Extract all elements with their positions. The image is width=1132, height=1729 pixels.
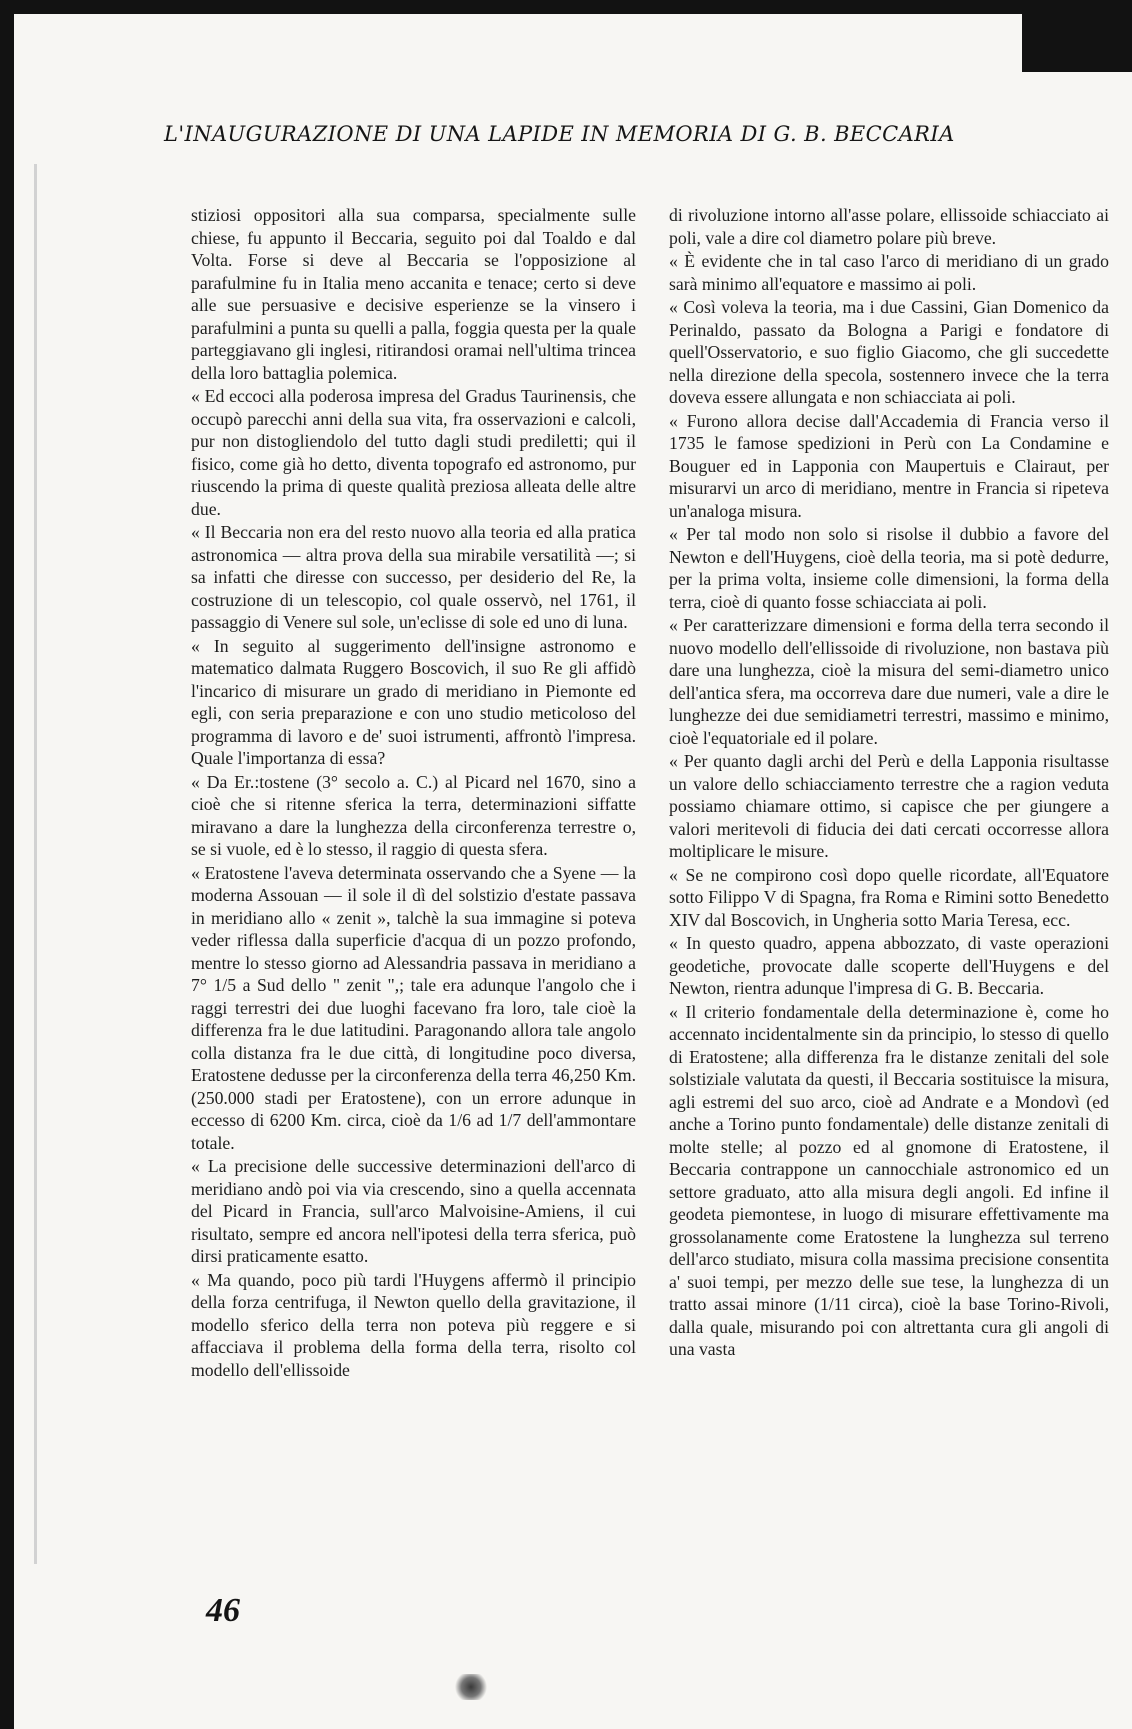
book-page <box>14 14 1132 1729</box>
paragraph: « Ma quando, poco più tardi l'Huygens affermò il principio della forza centrifuga, il Newton quello della gravitazione, il modello sferico della terra non poteva più reggere e si affacciava il problema della forma della terra, risolto col modello dell'ellissoide <box>191 1269 636 1380</box>
paragraph: « Se ne compirono così dopo quelle ricordate, all'Equatore sotto Filippo V di Spagna, fra Roma e Rimini sotto Benedetto XIV dal Boscovich, in Ungheria sotto Maria Teresa, ecc. <box>669 864 1109 930</box>
text-column-left <box>191 204 636 1382</box>
paragraph: di rivoluzione intorno all'asse polare, ellissoide schiacciato ai poli, vale a dire col diametro polare più breve. <box>669 205 1109 248</box>
paragraph: « Da Er.:tostene (3° secolo a. C.) al Picard nel 1670, sino a cioè che si ritenne sferica la terra, determinazioni siffatte miravano a dare la lunghezza della circonferenza terrestre o, se si vuole, ed è lo stesso, il raggio di questa sfera. <box>191 771 636 859</box>
paragraph: « È evidente che in tal caso l'arco di meridiano di un grado sarà minimo all'equatore e massimo ai poli. <box>669 251 1109 294</box>
paragraph: « Per tal modo non solo si risolse il dubbio a favore del Newton e dell'Huygens, cioè della teoria, ma si potè dedurre, per la prima volta, insieme colle dimensioni, la forma della terra, cioè di quanto fosse schiacciata ai poli. <box>669 524 1109 612</box>
paragraph: « Così voleva la teoria, ma i due Cassini, Gian Domenico da Perinaldo, passato da Bologna a Parigi e fondatore di quell'Osservatorio, e suo figlio Giacomo, che gli succedette nella direzione della specola, sostennero invece che la terra doveva essere allungata e non schiacciata ai poli. <box>669 297 1109 407</box>
paragraph: « Il criterio fondamentale della determinazione è, come ho accennato incidentalmente sin da principio, lo stesso di quello di Eratostene; alla differenza fra le distanze zenitali del sole solstiziale valutata da questi, il Beccaria sostituisce la misura, agli estremi del suo arco, cioè ad Andrate e a Mondovì (ed anche a Torino punto fondamentale) delle distanze zenitali di molte stelle; al pozzo ed al gnomone di Eratostene, il Beccaria contrappone un cannocchiale astronomico ed un settore graduato, atto alla misura degli angoli. Ed infine il geodeta piemontese, in luogo di misurare effettivamente ma grossolanamente come Eratostene la lunghezza sul terreno dell'arco studiato, misura colla massima precisione consentita a' suoi tempi, per mezzo delle sue tese, la lunghezza di un tratto assai minore (1/11 circa), cioè la base Torino-Rivoli, dalla quale, misurando poi con altrettanta cura gli angoli di una vasta <box>669 1001 1109 1359</box>
running-header: L'INAUGURAZIONE DI UNA LAPIDE IN MEMORIA DI G. B. BECCARIA <box>164 122 955 146</box>
paragraph: « Furono allora decise dall'Accademia di Francia verso il 1735 le famose spedizioni in Perù con La Condamine e Bouguer ed in Lapponia con Maupertuis e Clairaut, per misurarvi un arco di meridiano, mentre in Francia si ripeteva un'analoga misura. <box>669 410 1109 521</box>
paragraph: « In questo quadro, appena abbozzato, di vaste operazioni geodetiche, provocate dalle scoperte dell'Huygens e del Newton, rientra adunque l'impresa di G. B. Beccaria. <box>669 933 1109 998</box>
text-column-right <box>669 204 1109 1362</box>
scan-border-notch <box>1022 14 1132 72</box>
paragraph: « Per quanto dagli archi del Perù e della Lapponia risultasse un valore dello schiacciamento terrestre che a ragion veduta possiamo chiamare ottimo, si capisce che per giungere a valori meritevoli di fiducia dei dati cercati occorresse allora moltiplicare le misure. <box>669 751 1109 861</box>
paragraph: « Eratostene l'aveva determinata osservando che a Syene — la moderna Assouan — il sole il dì del solstizio d'estate passava in meridiano allo « zenit », talchè la sua immagine si poteva veder riflessa dalla superficie d'acqua di un pozzo profondo, mentre lo stesso giorno ad Alessandria passava in meridiano a 7° 1/5 a Sud dello " zenit ",; tale era adunque l'angolo che i raggi terrestri dei due luoghi facevano fra loro, tale cioè la differenza fra le due latitudini. Paragonando allora tale angolo colla distanza fra le due città, di longitudine poco diversa, Eratostene dedusse per la circonferenza della terra 46,250 Km. (250.000 stadi per Eratostene), con un errore adunque in eccesso di 6200 Km. circa, cioè da 1/6 ad 1/7 dell'ammontare totale. <box>191 862 636 1153</box>
paragraph: stiziosi oppositori alla sua comparsa, specialmente sulle chiese, fu appunto il Beccaria, seguito poi dal Toaldo e dal Volta. Forse si deve al Beccaria se l'opposizione al parafulmine fu in Italia meno accanita e tenace; certo si deve alle sue persuasive e decisive esperienze se la vinsero i parafulmini a punta su quelli a palla, foggia questa per la quale parteggiavano gli inglesi, ritirandosi oramai nell'ultima trincea della loro battaglia polemica. <box>191 205 636 383</box>
ink-smudge <box>454 1674 488 1700</box>
paragraph: « Ed eccoci alla poderosa impresa del Gradus Taurinensis, che occupò parecchi anni della sua vita, fra osservazioni e calcoli, pur non distogliendolo del tutto dagli studi prediletti; qui il fisico, come già ho detto, diventa topografo ed astronomo, pur riuscendo la prima di queste qualità preziosa alleata delle altre due. <box>191 386 636 519</box>
page-edge-shadow <box>34 164 37 1564</box>
scan-border-left <box>0 0 14 1729</box>
paragraph: « Il Beccaria non era del resto nuovo alla teoria ed alla pratica astronomica — altra prova della sua mirabile versatilità —; si sa infatti che diresse con successo, per desiderio del Re, la costruzione di un telescopio, col quale osservò, nel 1761, il passaggio di Venere sul sole, un'eclisse di sole ed uno di luna. <box>191 522 636 632</box>
paragraph: « La precisione delle successive determinazioni dell'arco di meridiano andò poi via via crescendo, sino a quella accennata del Picard in Francia, sull'arco Malvoisine-Amiens, il cui risultato, sempre ed ancora nell'ipotesi della terra sferica, può dirsi praticamente esatto. <box>191 1156 636 1266</box>
paragraph: « In seguito al suggerimento dell'insigne astronomo e matematico dalmata Ruggero Boscovich, il suo Re gli affidò l'incarico di misurare un grado di meridiano in Piemonte ed egli, con seria preparazione e con uno studio meticoloso del programma di lavoro e de' suoi istrumenti, affrontò l'impresa. Quale l'importanza di essa? <box>191 635 636 768</box>
paragraph: « Per caratterizzare dimensioni e forma della terra secondo il nuovo modello dell'ellissoide di rivoluzione, non bastava più dare una lunghezza, cioè la misura del semi-diametro unico dell'antica sfera, ma occorreva dare due numeri, vale a dire le lunghezze dei due semidiametri terrestri, massimo e minimo, cioè l'equatoriale ed il polare. <box>669 615 1109 748</box>
page-number: 46 <box>206 1592 240 1629</box>
scan-border-top <box>0 0 1132 14</box>
